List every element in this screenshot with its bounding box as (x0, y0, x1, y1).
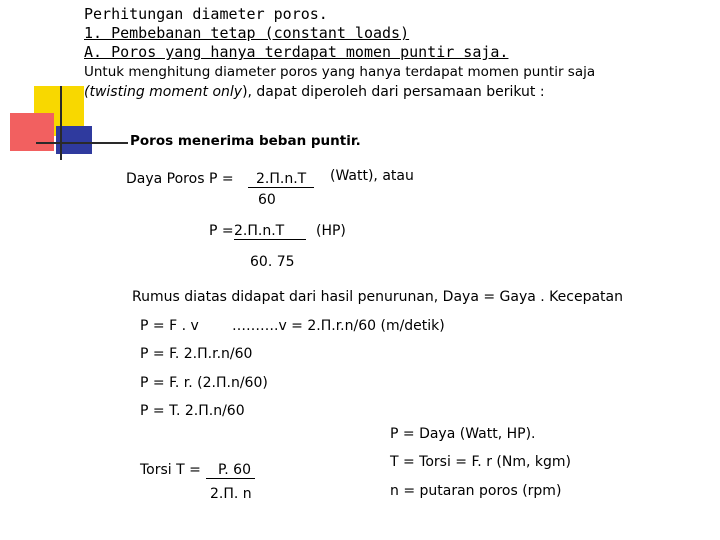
daya-formula-label: Daya Poros P = (126, 171, 234, 187)
torsi-formula-label: Torsi T = (140, 462, 201, 478)
intro-text-line1: Untuk menghitung diameter poros yang hanya terdapat momen puntir saja (84, 64, 596, 80)
equation-1: P = F . v (140, 318, 199, 334)
heading-torsion-only: A. Poros yang hanya terdapat momen puntir saja. (84, 43, 509, 61)
daya-denominator: 60 (258, 192, 276, 208)
equation-2: P = F. 2.Π.r.n/60 (140, 346, 253, 362)
hp-denominator: 60. 75 (250, 254, 295, 270)
rumus-text: Rumus diatas didapat dari hasil penurunan, Daya = Gaya . Kecepatan (132, 289, 623, 305)
equation-1-note: ……….v = 2.Π.r.n/60 (m/detik) (232, 318, 445, 334)
intro-rest: ), dapat diperoleh dari persamaan berikut : (242, 84, 545, 100)
intro-text-line2 (84, 84, 545, 100)
hp-unit: (HP) (316, 223, 346, 239)
equation-3: P = F. r. (2.Π.n/60) (140, 375, 268, 391)
hp-numerator: 2.Π.n.T (234, 223, 306, 240)
torsi-numerator: P. 60 (206, 462, 255, 479)
heading-constant-loads: 1. Pembebanan tetap (constant loads) (84, 24, 410, 42)
legend-t: T = Torsi = F. r (Nm, kgm) (390, 454, 571, 470)
hp-formula-label: P = (209, 223, 234, 239)
subheading: Poros menerima beban puntir. (130, 133, 361, 149)
intro-italic: (twisting moment only (84, 84, 243, 100)
decor-vertical-line (60, 86, 62, 160)
daya-numerator: 2.Π.n.T (248, 171, 314, 188)
decor-horizontal-line (36, 142, 128, 144)
decor-red-square (10, 113, 54, 151)
daya-unit: (Watt), atau (330, 168, 414, 184)
torsi-denominator: 2.Π. n (210, 486, 252, 502)
legend-p: P = Daya (Watt, HP). (390, 426, 536, 442)
page-title: Perhitungan diameter poros. (84, 5, 328, 23)
equation-4: P = T. 2.Π.n/60 (140, 403, 245, 419)
legend-n: n = putaran poros (rpm) (390, 483, 562, 499)
